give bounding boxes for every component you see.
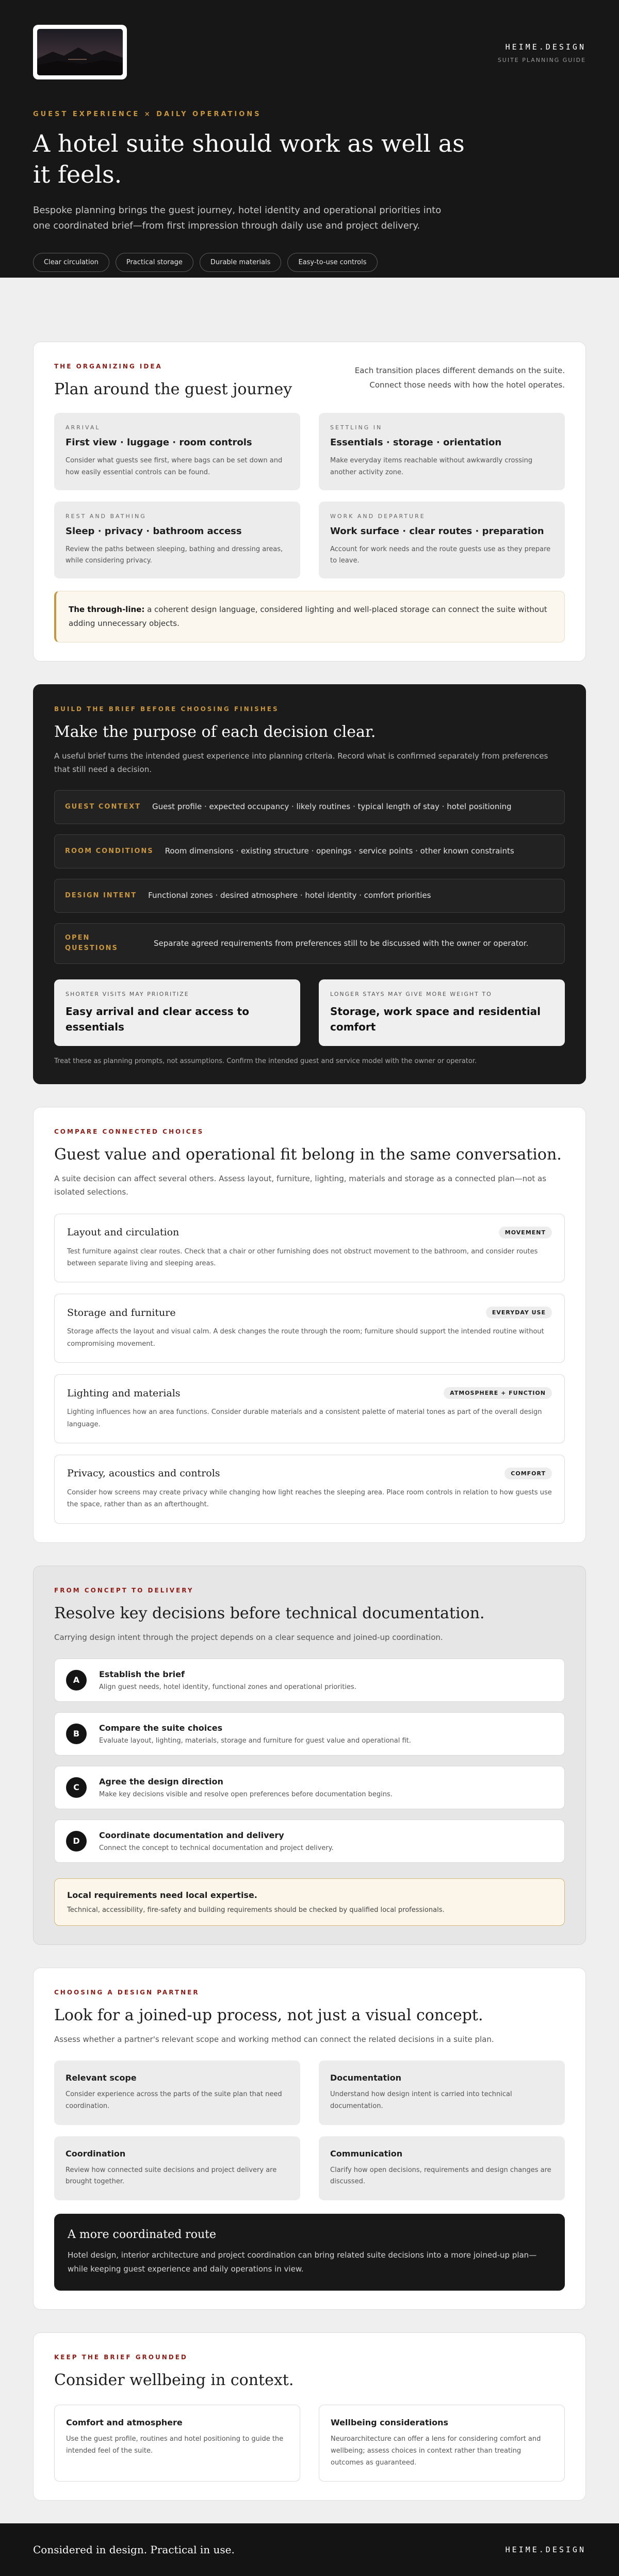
local-requirements-warning [54, 1878, 565, 1926]
ptile-desc: Consider experience across the parts of the suite plan that need coordination. [66, 2090, 282, 2110]
partner-tile-scope [54, 2060, 300, 2125]
organizing-eyebrow: THE ORGANIZING IDEA [54, 363, 162, 370]
longer-stays-tile [319, 979, 565, 1046]
step-title: Compare the suite choices [99, 1722, 223, 1733]
brief-row-label: GUEST CONTEXT [65, 803, 141, 811]
wellbeing-tile-comfort [54, 2405, 300, 2482]
warning-title: Local requirements need local expertise. [67, 1890, 257, 1900]
partner-title: Look for a joined-up process, not just a visual concept. [54, 2006, 483, 2024]
route-title: A more coordinated route [68, 2228, 216, 2242]
pill-clear-circulation: Clear circulation [33, 253, 109, 272]
dtile-title: Easy arrival and clear access to essentials [66, 1005, 249, 1034]
tile-title: Essentials · storage · orientation [330, 437, 502, 448]
brief-title: Make the purpose of each decision clear. [54, 723, 376, 741]
brief-row-label: DESIGN INTENT [65, 892, 137, 899]
wtile-desc: Use the guest profile, routines and hotel positioning to guide the intended feel of the suite. [66, 2435, 284, 2455]
step-d [54, 1820, 565, 1863]
wellbeing-title: Consider wellbeing in context. [54, 2371, 294, 2390]
partner-tile-coordination [54, 2136, 300, 2201]
step-letter: D [66, 1831, 87, 1852]
warning-desc: Technical, accessibility, fire-safety and building requirements should be checked by qualified local professionals. [67, 1906, 445, 1914]
step-title: Agree the design direction [99, 1776, 223, 1786]
wellbeing-tile-considerations [319, 2405, 565, 2482]
delivery-section [33, 1566, 586, 1945]
delivery-eyebrow: FROM CONCEPT TO DELIVERY [54, 1586, 194, 1594]
brief-row-label: OPEN QUESTIONS [65, 933, 118, 953]
compare-title: Guest value and operational fit belong in the same conversation. [54, 1146, 562, 1164]
ptile-title: Relevant scope [66, 2073, 137, 2083]
hero-description: Bespoke planning brings the guest journey, hotel identity and operational priorities into one coordinated brief—from first impression through daily use and project delivery. [33, 204, 442, 232]
ptile-desc: Clarify how open decisions, requirements and design changes are discussed. [330, 2166, 551, 2186]
wellbeing-section [33, 2332, 586, 2501]
compare-item-title: Lighting and materials [67, 1387, 181, 1399]
ptile-desc: Review how connected suite decisions and project delivery are brought together. [66, 2166, 277, 2186]
wtile-title: Comfort and atmosphere [66, 2418, 183, 2428]
brief-row-design-intent [54, 879, 565, 913]
step-title: Coordinate documentation and delivery [99, 1830, 284, 1840]
wellbeing-grid [54, 2405, 565, 2482]
tile-eyebrow: ARRIVAL [66, 424, 101, 431]
step-desc: Evaluate layout, lighting, materials, storage and furniture for guest value and operational fit. [99, 1736, 411, 1745]
tile-desc: Review the paths between sleeping, bathing and dressing areas, while considering privacy. [66, 545, 283, 565]
brief-row-room-conditions [54, 834, 565, 868]
ptile-desc: Understand how design intent is carried into technical documentation. [330, 2090, 512, 2110]
tile-eyebrow: SETTLING IN [330, 424, 383, 431]
tile-title: Sleep · privacy · bathroom access [66, 525, 242, 537]
compare-item-privacy [54, 1455, 565, 1524]
journey-tile-arrival [54, 413, 300, 490]
pill-durable-materials: Durable materials [200, 253, 282, 272]
footer-tagline: Considered in design. Practical in use. [33, 2543, 235, 2556]
dtile-eyebrow: SHORTER VISITS MAY PRIORITIZE [66, 991, 189, 998]
dtile-title: Storage, work space and residential comfort [330, 1005, 541, 1034]
step-b [54, 1712, 565, 1756]
brief-eyebrow: BUILD THE BRIEF BEFORE CHOOSING FINISHES [54, 705, 279, 713]
hero-section [0, 0, 619, 278]
wellbeing-eyebrow: KEEP THE BRIEF GROUNDED [54, 2354, 188, 2361]
compare-section [33, 1107, 586, 1543]
hero-image [37, 29, 123, 75]
compare-item-badge: ATMOSPHERE + FUNCTION [444, 1387, 552, 1399]
step-desc: Align guest needs, hotel identity, functional zones and operational priorities. [99, 1683, 356, 1691]
delivery-steps [54, 1659, 565, 1863]
brand-name[interactable]: HEIME.DESIGN [505, 42, 586, 52]
wtile-desc: Neuroarchitecture can offer a lens for considering comfort and wellbeing; assess choices in context rather than treating outcomes as guaranteed. [331, 2435, 541, 2467]
hero-image-frame [33, 25, 127, 79]
step-letter: A [66, 1670, 87, 1691]
compare-eyebrow: COMPARE CONNECTED CHOICES [54, 1128, 204, 1136]
footer-brand[interactable]: HEIME.DESIGN [505, 2545, 586, 2555]
brief-row-text: Room dimensions · existing structure · openings · service points · other known constraints [165, 846, 514, 856]
partner-section [33, 1968, 586, 2310]
brief-row-guest-context [54, 790, 565, 824]
step-title: Establish the brief [99, 1669, 185, 1679]
compare-item-badge: COMFORT [504, 1468, 552, 1479]
tile-desc: Account for work needs and the route guests use as they prepare to leave. [330, 545, 551, 565]
brief-row-label: ROOM CONDITIONS [65, 847, 154, 855]
compare-item-badge: MOVEMENT [499, 1227, 552, 1238]
brief-description: A useful brief turns the intended guest experience into planning criteria. Record what is confirmed separately from preferences that still need a decision. [54, 751, 548, 775]
compare-item-title: Storage and furniture [67, 1307, 176, 1318]
shorter-visits-tile [54, 979, 300, 1046]
step-letter: C [66, 1777, 87, 1798]
site-footer [0, 2523, 619, 2576]
partner-grid [54, 2060, 565, 2200]
compare-item-layout [54, 1214, 565, 1283]
compare-item-desc: Test furniture against clear routes. Check that a chair or other furnishing does not obstruct movement to the bathroom, and consider routes between separate living and sleeping areas. [67, 1247, 538, 1267]
delivery-description: Carrying design intent through the project depends on a clear sequence and joined-up coordination. [54, 1632, 443, 1642]
journey-tile-settling-in [319, 413, 565, 490]
tile-desc: Consider what guests see first, where bags can be set down and how easily essential controls can be found. [66, 457, 283, 476]
partner-tile-documentation [319, 2060, 565, 2125]
note-label: The through-line: [69, 605, 145, 614]
step-c [54, 1766, 565, 1809]
journey-tile-rest-bathing [54, 502, 300, 579]
compare-item-title: Privacy, acoustics and controls [67, 1468, 220, 1479]
hero-pills [33, 253, 586, 272]
tile-eyebrow: WORK AND DEPARTURE [330, 512, 426, 520]
journey-grid [54, 413, 565, 578]
pill-easy-controls: Easy-to-use controls [287, 253, 377, 272]
brief-row-text: Functional zones · desired atmosphere · hotel identity · comfort priorities [148, 891, 431, 900]
compare-item-desc: Consider how screens may create privacy while changing how light reaches the sleeping area. Place room controls in relation to how guests use the space, rather than as an afterthought. [67, 1488, 552, 1509]
step-letter: B [66, 1724, 87, 1744]
compare-item-lighting [54, 1374, 565, 1443]
hero-title: A hotel suite should work as well as it feels. [33, 130, 465, 188]
partner-description: Assess whether a partner's relevant scope and working method can connect the related decisions in a suite plan. [54, 2034, 494, 2044]
compare-description: A suite decision can affect several others. Assess layout, furniture, lighting, materials and storage as a connected plan—not as isolated selections. [54, 1174, 547, 1197]
delivery-title: Resolve key decisions before technical documentation. [54, 1604, 485, 1622]
tile-eyebrow: REST AND BATHING [66, 512, 146, 520]
compare-item-badge: EVERYDAY USE [486, 1307, 552, 1318]
organizing-title: Plan around the guest journey [54, 380, 292, 398]
step-a [54, 1659, 565, 1702]
tile-desc: Make everyday items reachable without awkwardly crossing another activity zone. [330, 457, 533, 476]
ptile-title: Coordination [66, 2148, 126, 2159]
through-line-note [54, 591, 565, 642]
ptile-title: Communication [330, 2148, 403, 2159]
compare-item-storage [54, 1294, 565, 1363]
brief-row-text: Separate agreed requirements from preferences still to be discussed with the owner or operator. [154, 939, 529, 948]
brand-subtitle: SUITE PLANNING GUIDE [497, 57, 586, 63]
note-text: a coherent design language, considered lighting and well-placed storage can connect the suite without adding unnecessary objects. [69, 605, 547, 628]
brief-row-open-questions [54, 923, 565, 964]
brief-footnote: Treat these as planning prompts, not assumptions. Confirm the intended guest and service model with the owner or operator. [54, 1057, 477, 1066]
organizing-section [33, 342, 586, 662]
pill-practical-storage: Practical storage [116, 253, 193, 272]
tile-title: First view · luggage · room controls [66, 437, 252, 448]
journey-tile-work-departure [319, 502, 565, 579]
compare-item-title: Layout and circulation [67, 1227, 180, 1238]
wtile-title: Wellbeing considerations [331, 2418, 449, 2428]
main-content [0, 278, 619, 2501]
hero-eyebrow: GUEST EXPERIENCE × DAILY OPERATIONS [33, 110, 262, 118]
step-desc: Connect the concept to technical documentation and project delivery. [99, 1844, 334, 1852]
tile-title: Work surface · clear routes · preparation [330, 525, 544, 537]
compare-item-desc: Storage affects the layout and visual calm. A desk changes the route through the room; furniture should support the intended routine without compromising movement. [67, 1328, 544, 1348]
compare-item-desc: Lighting influences how an area functions. Consider durable materials and a consistent palette of material tones as part of the overall design language. [67, 1408, 542, 1428]
step-desc: Make key decisions visible and resolve open preferences before documentation begins. [99, 1790, 393, 1798]
stay-length-grid [54, 979, 565, 1046]
coordinated-route-panel [54, 2214, 565, 2291]
partner-eyebrow: CHOOSING A DESIGN PARTNER [54, 1988, 200, 1996]
brief-section [33, 684, 586, 1084]
route-desc: Hotel design, interior architecture and project coordination can bring related suite decisions into a more joined-up plan—while keeping guest experience and daily operations in view. [68, 2250, 537, 2274]
dtile-eyebrow: LONGER STAYS MAY GIVE MORE WEIGHT TO [330, 991, 492, 998]
partner-tile-communication [319, 2136, 565, 2201]
ptile-title: Documentation [330, 2073, 402, 2083]
brief-rows [54, 790, 565, 964]
brief-row-text: Guest profile · expected occupancy · likely routines · typical length of stay · hotel positioning [152, 802, 512, 812]
organizing-side-text: Each transition places different demands on the suite. Connect those needs with how the hotel operates. [354, 366, 565, 390]
compare-list [54, 1214, 565, 1524]
